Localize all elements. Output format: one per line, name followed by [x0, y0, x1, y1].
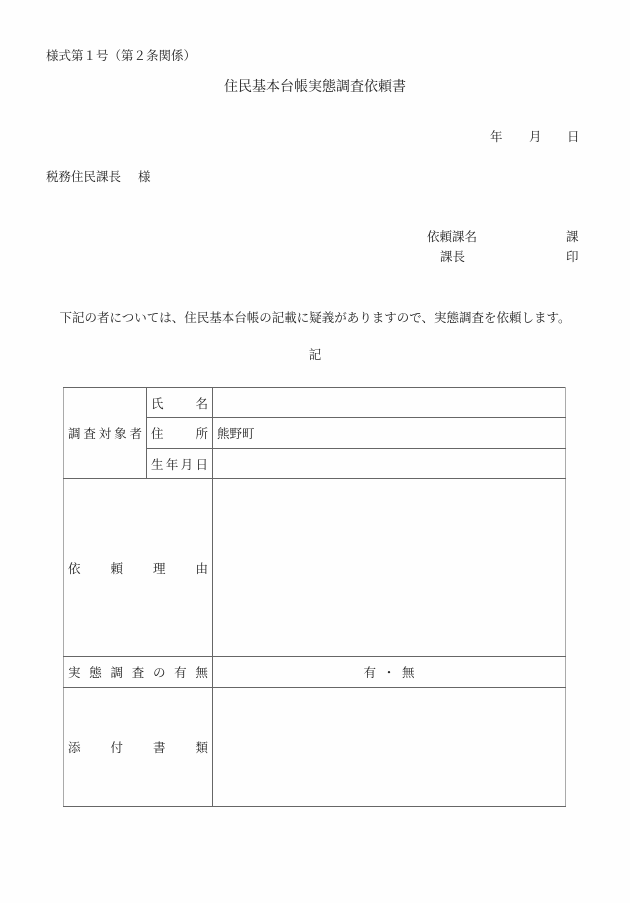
label-char: 調: [110, 665, 123, 680]
label-char: 由: [195, 560, 208, 576]
attachments-label-cell: [64, 688, 213, 807]
dob-label-cell: [147, 449, 213, 479]
seal-mark: 印: [566, 249, 579, 264]
label-char: 者: [129, 426, 142, 441]
reason-field[interactable]: [213, 479, 566, 657]
subject-label-cell: [64, 388, 147, 479]
requesting-dept-label: 依頼課名: [427, 229, 478, 244]
request-form-table: [63, 387, 566, 807]
ki-heading: 記: [308, 347, 322, 362]
address-label-cell: [147, 418, 213, 449]
label-char: 査: [131, 665, 145, 680]
address-field[interactable]: 熊野町: [213, 418, 566, 449]
survey-no-option[interactable]: 無: [401, 665, 415, 680]
label-char: 氏: [151, 395, 164, 411]
label-char: 無: [195, 665, 208, 680]
label-char: 付: [110, 740, 123, 755]
separator-dot: ・: [382, 665, 396, 680]
label-char: 添: [68, 740, 81, 755]
label-char: 査: [83, 426, 96, 441]
survey-yes-no-field[interactable]: [213, 657, 566, 688]
request-statement: 下記の者については、住民基本台帳の記載に疑義がありますので、実態調査を依頼します。: [59, 310, 571, 325]
label-char: の: [152, 665, 166, 680]
label-char: 月: [180, 456, 194, 472]
survey-label-cell: [64, 657, 213, 688]
label-char: 年: [165, 456, 179, 472]
page-title: 住民基本台帳実態調査依頼書: [224, 79, 406, 95]
label-char: 住: [151, 426, 164, 441]
label-char: 頼: [110, 560, 123, 576]
label-char: 生: [151, 456, 164, 472]
addressee-honorific: 様: [138, 169, 151, 184]
date-day-label: 日: [567, 129, 580, 144]
label-char: 調: [68, 426, 81, 441]
label-char: 書: [152, 740, 166, 755]
label-char: 有: [174, 665, 187, 680]
form-number: 様式第１号（第２条関係）: [46, 48, 197, 63]
date-month-label: 月: [529, 129, 542, 144]
survey-yes-option[interactable]: 有: [363, 665, 377, 680]
label-char: 理: [152, 560, 166, 576]
label-char: 態: [89, 665, 102, 680]
addressee: 税務住民課長: [46, 169, 122, 184]
date-year-label: 年: [490, 129, 503, 144]
label-char: 象: [114, 426, 127, 441]
label-char: 類: [195, 740, 208, 755]
label-char: 名: [195, 395, 208, 411]
label-char: 実: [68, 665, 81, 680]
reason-label-cell: [64, 479, 213, 657]
name-label-cell: [147, 388, 213, 418]
name-field[interactable]: [213, 388, 566, 418]
label-char: 所: [195, 426, 208, 441]
label-char: 対: [98, 426, 112, 441]
attachments-field[interactable]: [213, 688, 566, 807]
requesting-dept-suffix: 課: [566, 229, 579, 244]
dob-field[interactable]: [213, 449, 566, 479]
section-chief-label: 課長: [440, 249, 466, 264]
label-char: 依: [68, 560, 81, 576]
label-char: 日: [195, 456, 208, 472]
